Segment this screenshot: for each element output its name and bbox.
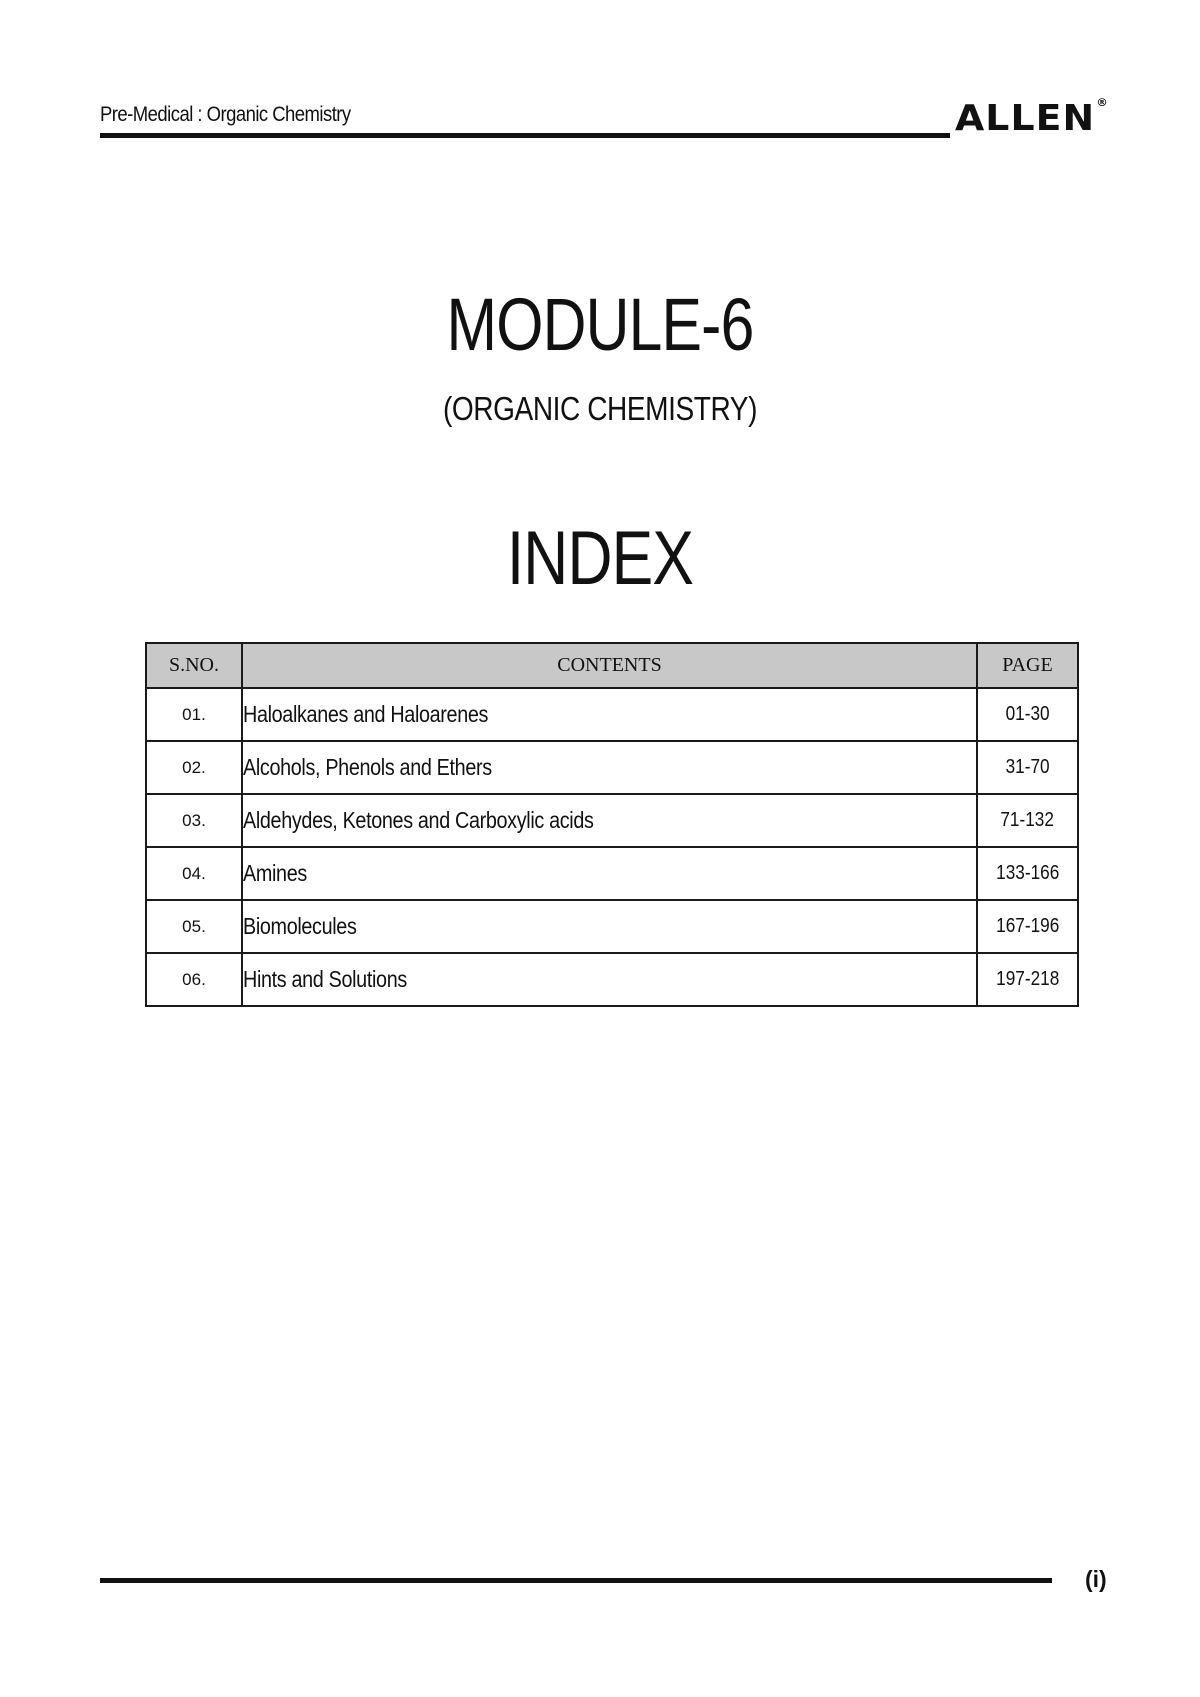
page-range: 31-70: [1005, 756, 1050, 778]
sno-cell: 06.: [146, 953, 242, 1006]
contents-cell: [242, 953, 977, 1006]
contents-text: Biomolecules: [243, 913, 357, 939]
running-header: Pre-Medical : Organic Chemistry: [100, 103, 351, 126]
column-header-contents: CONTENTS: [242, 643, 977, 688]
table-row: [146, 794, 1078, 847]
table-row: [146, 847, 1078, 900]
table-row: [146, 688, 1078, 741]
page-range: 01-30: [1005, 703, 1050, 725]
sno-cell: 01.: [146, 688, 242, 741]
page-cell: [977, 953, 1078, 1006]
page-range: 71-132: [1000, 809, 1055, 831]
sno-cell: 02.: [146, 741, 242, 794]
contents-cell: [242, 900, 977, 953]
page-range: 133-166: [995, 862, 1060, 884]
page-cell: [977, 741, 1078, 794]
module-title: MODULE-6: [446, 283, 754, 366]
contents-cell: [242, 688, 977, 741]
registered-mark: ®: [1096, 96, 1109, 109]
contents-text: Hints and Solutions: [243, 966, 407, 992]
contents-cell: [242, 741, 977, 794]
page-cell: [977, 900, 1078, 953]
contents-text: Haloalkanes and Haloarenes: [243, 701, 489, 727]
sno-cell: 03.: [146, 794, 242, 847]
table-row: [146, 900, 1078, 953]
page-range: 197-218: [995, 968, 1060, 990]
footer-rule: [100, 1578, 1052, 1583]
subject-title: (ORGANIC CHEMISTRY): [443, 390, 757, 427]
sno-cell: 04.: [146, 847, 242, 900]
brand-name: ALLEN: [955, 98, 1096, 139]
column-header-sno: S.NO.: [146, 643, 242, 688]
index-title: INDEX: [506, 516, 694, 601]
page-range: 167-196: [995, 915, 1060, 937]
contents-text: Alcohols, Phenols and Ethers: [243, 754, 492, 780]
sno-cell: 05.: [146, 900, 242, 953]
page-number: (i): [1085, 1566, 1107, 1592]
contents-text: Aldehydes, Ketones and Carboxylic acids: [243, 807, 594, 833]
contents-text: Amines: [243, 860, 307, 886]
contents-cell: [242, 847, 977, 900]
column-header-page: PAGE: [977, 643, 1078, 688]
allen-logo: [955, 98, 1109, 139]
page-cell: [977, 794, 1078, 847]
table-row: [146, 741, 1078, 794]
table-header-row: [146, 643, 1078, 688]
header-rule: [100, 133, 950, 138]
page-cell: [977, 847, 1078, 900]
contents-cell: [242, 794, 977, 847]
page-cell: [977, 688, 1078, 741]
table-row: [146, 953, 1078, 1006]
index-table: [145, 642, 1079, 1007]
